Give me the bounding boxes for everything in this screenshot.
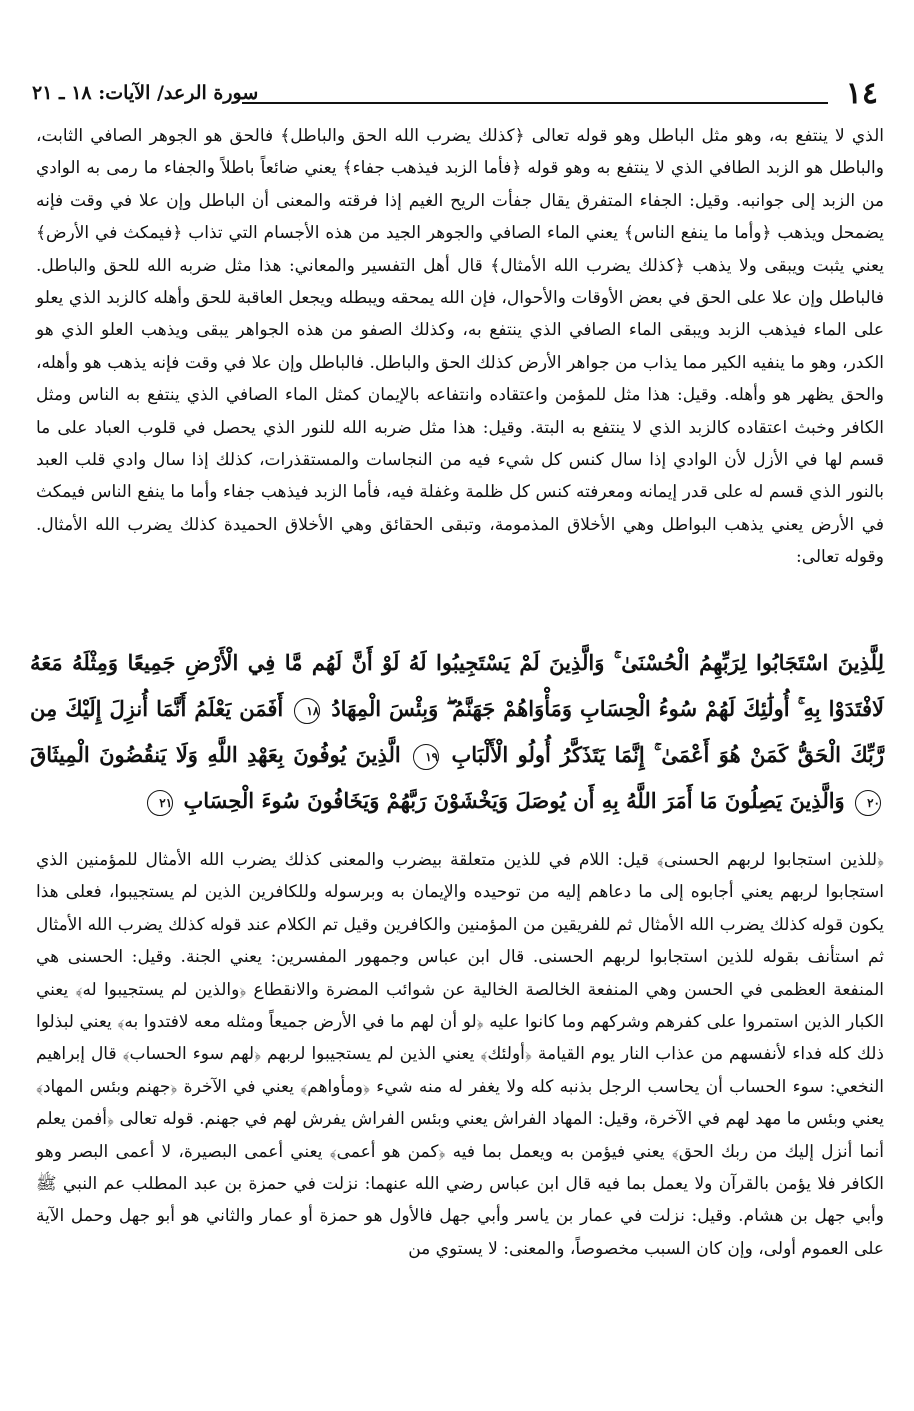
page-number: ١٤ <box>845 76 878 111</box>
commentary-paragraph: ﴿للذين استجابوا لربهم الحسنى﴾ قيل: اللام في للذين متعلقة بيضرب والمعنى كذلك يضرب الله الأمثال للمؤمنين الذي استجابوا لربهم يعني أجابوه إلى ما دعاهم إليه من توحيده والإيمان به وبرسوله وللكافرين الذين لم يستجيبوا، فعلى هذا يكون قوله كذلك يضرب الله الأمثال ثم للفريقين من المؤمنين والكافرين وقيل تم الكلام عند قوله كذلك يضرب الله الأمثال ثم استأنف بقوله للذين استجابوا لربهم الحسنى. قال ابن عباس وجمهور المفسرين: يعني الجنة. وقيل: الحسنى هي المنفعة العظمى في الحسن وهي المنفعة الخالصة الخالية عن شوائب المضرة والانقطاع ﴿والذين لم يستجيبوا له﴾ يعني الكبار الذين استمروا على كفرهم وشركهم وما كانوا عليه ﴿لو أن لهم ما في الأرض جميعاً ومثله معه لافتدوا به﴾ يعني لبذلوا ذلك كله فداء لأنفسهم من عذاب النار يوم القيامة ﴿أولئك﴾ يعني الذين لم يستجيبوا لربهم ﴿لهم سوء الحساب﴾ قال إبراهيم النخعي: سوء الحساب أن يحاسب الرجل بذنبه كله ولا يغفر له منه شيء ﴿ومأواهم﴾ يعني في الآخرة ﴿جهنم وبئس المهاد﴾ يعني وبئس ما مهد لهم في الآخرة، وقيل: المهاد الفراش يعني وبئس الفراش يفرش لهم في جهنم. قوله تعالى ﴿أفمن يعلم أنما أنزل إليك من ربك الحق﴾ يعني فيؤمن به ويعمل بما فيه ﴿كمن هو أعمى﴾ يعني أعمى البصيرة، لا أعمى البصر وهو الكافر فلا يؤمن بالقرآن ولا يعمل بما فيه قال ابن عباس رضي الله عنهما: نزلت في حمزة بن عبد المطلب عم النبي ﷺ وأبي جهل بن هشام. وقيل: نزلت في عمار بن ياسر وأبي جهل فالأول هو حمزة أو عمار والثاني هو أبو جهل وحمل الآية على العموم أولى، وإن كان السبب مخصوصاً، والمعنى: لا يستوي من <box>36 850 884 1259</box>
commentary-paragraph: الذي لا ينتفع به، وهو مثل الباطل وهو قوله تعالى ﴿كذلك يضرب الله الحق والباطل﴾ فالحق هو الجوهر الصافي الثابت، والباطل هو الزبد الطافي الذي لا ينتفع به وهو قوله ﴿فأما الزبد فيذهب جفاء﴾ يعني ضائعاً باطلاً والجفاء ما رمى به الوادي من الزبد إلى جوانبه. وقيل: الجفاء المتفرق يقال جفأت الريح الغيم إذا فرقته والمعنى أن الباطل وإن علا في وقت فإنه يضمحل ويذهب ﴿وأما ما ينفع الناس﴾ يعني الماء الصافي والجوهر الجيد من هذه الأجسام التي تذاب ﴿فيمكث في الأرض﴾ يعني يثبت ويبقى ولا يذهب ﴿كذلك يضرب الله الأمثال﴾ قال أهل التفسير والمعاني: هذا مثل ضربه الله للحق والباطل. فالباطل وإن علا على الحق في بعض الأوقات والأحوال، فإن الله يمحقه ويبطله ويجعل العاقبة للحق وأهله كالزبد الذي يعلو على الماء فيذهب الزبد ويبقى الماء الصافي الذي ينتفع به، وكذلك الصفو من هذه الجواهر يبقى ويذهب العلو الذي هو الكدر، وهو ما ينفيه الكير مما يذاب من جواهر الأرض كذلك الحق والباطل. فالباطل وإن علا في وقت فإنه يذهب هو وأهله، والحق يظهر هو وأهله. وقيل: هذا مثل للمؤمن واعتقاده وانتفاعه بالإيمان كمثل الماء الصافي الذي ينتفع به الناس ومثل الكافر وخبث اعتقاده كالزبد الذي لا ينتفع به البتة. وقيل: هذا مثل ضربه الله للنور الذي يحصل في قلوب العباد على ما قسم لها في الأزل لأن الوادي إذا سال كنس كل شيء فيه من النجاسات والمستقذرات، كذلك إذا سال وادي قلب العبد بالنور الذي قسم له على قدر إيمانه ومعرفته كنس كل ظلمة وغفلة فيه، فأما الزبد فيذهب جفاء وأما ما ينفع الناس فيمكث في الأرض يعني يذهب البواطل وهي الأخلاق المذمومة، وتبقى الحقائق وهي الأخلاق الحميدة كذلك يضرب الله الأمثال. وقوله تعالى: <box>36 126 884 568</box>
verse-number-marker: ٢٠ <box>855 790 881 816</box>
verse-text: أَفَمَن يَعْلَمُ أَنَّمَا أُنزِلَ إِلَيْكَ مِن رَّبِّكَ الْحَقُّ كَمَنْ هُوَ أَعْمَىٰ ۚ إِنَّمَا يَتَذَكَّرُ أُولُو الْأَلْبَابِ <box>30 696 885 767</box>
verse-text: لِلَّذِينَ اسْتَجَابُوا لِرَبِّهِمُ الْحُسْنَىٰ ۚ وَالَّذِينَ لَمْ يَسْتَجِيبُوا لَهُ لَوْ أَنَّ لَهُم مَّا فِي الْأَرْضِ جَمِيعًا وَمِثْلَهُ مَعَهُ لَافْتَدَوْا بِهِ ۚ أُولَٰئِكَ لَهُمْ سُوءُ الْحِسَابِ وَمَأْوَاهُمْ جَهَنَّمُ ۖ وَبِئْسَ الْمِهَادُ <box>30 650 885 721</box>
surah-range: سورة الرعد/ الآيات: ١٨ ـ ٢١ <box>32 82 259 104</box>
verse-text: وَالَّذِينَ يَصِلُونَ مَا أَمَرَ اللَّهُ بِهِ أَن يُوصَلَ وَيَخْشَوْنَ رَبَّهُمْ وَيَخَافُونَ سُوءَ الْحِسَابِ <box>183 788 845 813</box>
commentary-before <box>36 120 884 574</box>
header-rule <box>242 102 828 104</box>
page-header <box>32 76 884 114</box>
verse-number-marker: ١٩ <box>413 744 439 770</box>
quran-paragraph <box>30 640 884 824</box>
verse-number-marker: ٢١ <box>147 790 173 816</box>
verse-number-marker: ١٨ <box>294 698 320 724</box>
verse-text: الَّذِينَ يُوفُونَ بِعَهْدِ اللَّهِ وَلَا يَنقُضُونَ الْمِيثَاقَ <box>30 742 401 767</box>
commentary-after <box>36 844 884 1265</box>
quran-verses <box>30 640 884 824</box>
